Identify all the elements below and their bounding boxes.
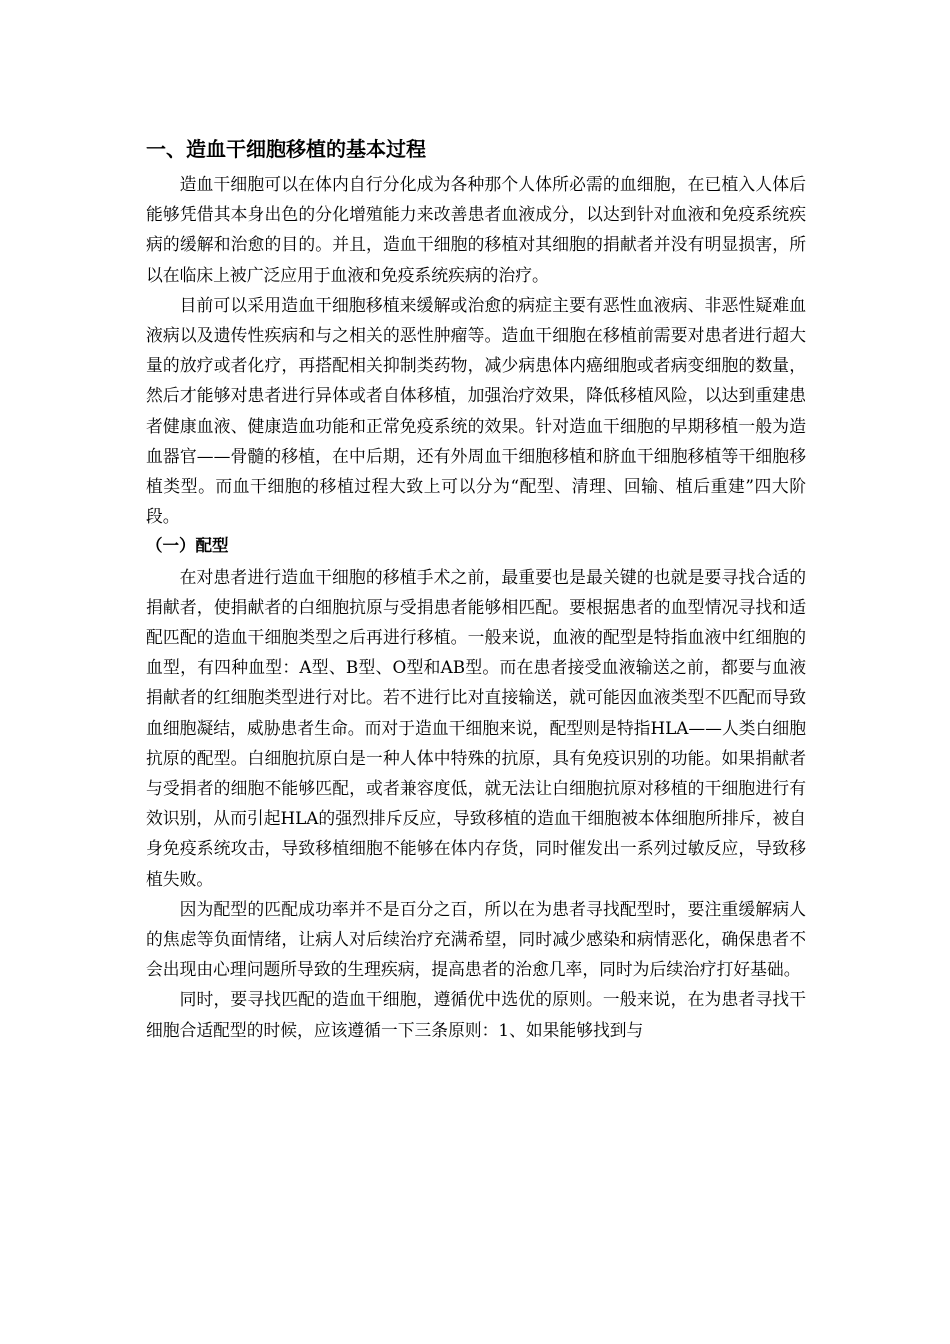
paragraph: 同时，要寻找匹配的造血干细胞，遵循优中选优的原则。一般来说，在为患者寻找干细胞合适配型的时候，应该遵循一下三条原则：1、如果能够找到与 xyxy=(146,989,806,1040)
subsection-title: （一）配型 xyxy=(146,536,229,556)
paragraph: 因为配型的匹配成功率并不是百分之百，所以在为患者寻找配型时，要注重缓解病人的焦虑等负面情绪，让病人对后续治疗充满希望，同时减少感染和病情恶化，确保患者不会出现由心理问题所导致的生理疾病，提高患者的治愈几率，同时为后续治疗打好基础。 xyxy=(146,898,806,980)
paragraph: 目前可以采用造血干细胞移植来缓解或治愈的病症主要有恶性血液病、非恶性疑难血液病以及遗传性疾病和与之相关的恶性肿瘤等。造血干细胞在移植前需要对患者进行超大量的放疗或者化疗，再搭配相关抑制类药物，减少病患体内癌细胞或者病变细胞的数量，然后才能够对患者进行异体或者自体移植，加强治疗效果，降低移植风险，以达到重建患者健康血液、健康造血功能和正常免疫系统的效果。针对造血干细胞的早期移植一般为造血器官——骨髓的移植，在中后期，还有外周血干细胞移植和脐血干细胞移植等干细胞移植类型。而血干细胞的移植过程大致上可以分为“配型、清理、回输、植后重建”四大阶段。 xyxy=(146,294,806,527)
paragraph: 在对患者进行造血干细胞的移植手术之前，最重要也是最关键的也就是要寻找合适的捐献者，使捐献者的白细胞抗原与受捐患者能够相匹配。要根据患者的血型情况寻找和适配匹配的造血干细胞类型之后再进行移植。一般来说，血液的配型是特指血液中红细胞的血型，有四种血型：A型、B型、O型和AB型。而在患者接受血液输送之前，都要与血液捐献者的红细胞类型进行对比。若不进行比对直接输送，就可能因血液类型不匹配而导致血细胞凝结，威胁患者生命。而对于造血干细胞来说，配型则是特指HLA——人类白细胞抗原的配型。白细胞抗原白是一种人体中特殊的抗原，具有免疫识别的功能。如果捐献者与受捐者的细胞不能够匹配，或者兼容度低，就无法让白细胞抗原对移植的干细胞进行有效识别，从而引起HLA的强烈排斥反应，导致移植的造血干细胞被本体细胞所排斥，被自身免疫系统攻击，导致移植细胞不能够在体内存货，同时催发出一系列过敏反应，导致移植失败。 xyxy=(146,566,806,889)
paragraph: 造血干细胞可以在体内自行分化成为各种那个人体所必需的血细胞，在已植入人体后能够凭借其本身出色的分化增殖能力来改善患者血液成分，以达到针对血液和免疫系统疾病的缓解和治愈的目的。并且，造血干细胞的移植对其细胞的捐献者并没有明显损害，所以在临床上被广泛应用于血液和免疫系统疾病的治疗。 xyxy=(146,174,806,285)
section-title: 一、造血干细胞移植的基本过程 xyxy=(146,137,426,161)
document-body xyxy=(146,133,806,1045)
